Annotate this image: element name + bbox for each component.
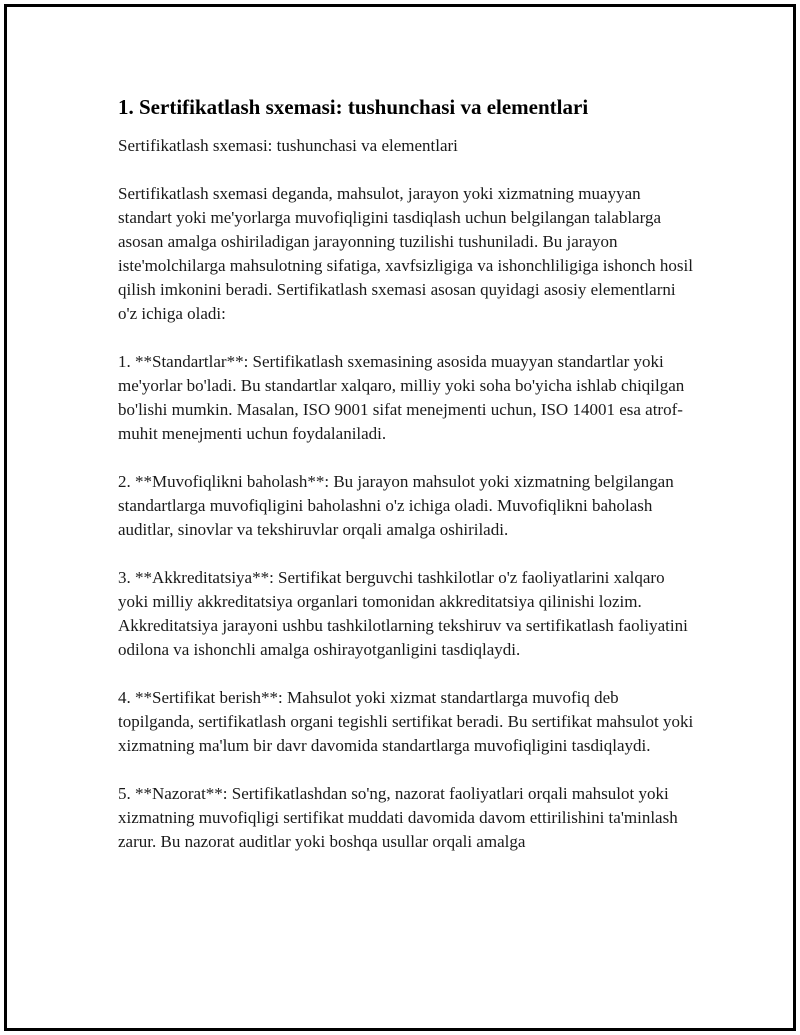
paragraph-certificate-issuance: 4. **Sertifikat berish**: Mahsulot yoki xizmat standartlarga muvofiq deb topilganda, sertifikatlash organi tegishli sertifikat beradi. Bu sertifikat mahsulot yoki xizmatning ma'lum bir davr davomida standartlarga muvofiqligini tasdiqlaydi. [118,688,694,755]
document-body [118,94,698,878]
paragraph-accreditation: 3. **Akkreditatsiya**: Sertifikat berguvchi tashkilotlar o'z faoliyatlarini xalqaro yoki milliy akkreditatsiya organlari tomonidan akkreditatsiya qilinishi lozim. Akkreditatsiya jarayoni ushbu tashkilotlarning tekshiruv va sertifikatlash faoliyatini odilona va ishonchli amalga oshirayotganligini tasdiqlaydi. [118,568,688,659]
paragraph-standards: 1. **Standartlar**: Sertifikatlash sxemasining asosida muayyan standartlar yoki me'yorlar bo'ladi. Bu standartlar xalqaro, milliy yoki soha bo'yicha ishlab chiqilgan bo'lishi mumkin. Masalan, ISO 9001 sifat menejmenti uchun, ISO 14001 esa atrof-muhit menejmenti uchun foydalaniladi. [118,352,685,443]
paragraph-conformity-assessment: 2. **Muvofiqlikni baholash**: Bu jarayon mahsulot yoki xizmatning belgilangan standartlarga muvofiqligini baholashni o'z ichiga oladi. Muvofiqlikni baholash auditlar, sinovlar va tekshiruvlar orqali amalga oshiriladi. [118,472,674,539]
section-subtitle: Sertifikatlash sxemasi: tushunchasi va elementlari [118,136,458,155]
paragraph-surveillance: 5. **Nazorat**: Sertifikatlashdan so'ng, nazorat faoliyatlari orqali mahsulot yoki xizmatning muvofiqligi sertifikat muddati davomida davom ettirilishini ta'minlash zarur. Bu nazorat auditlar yoki boshqa usullar orqali amalga [118,784,678,851]
paragraph-intro: Sertifikatlash sxemasi deganda, mahsulot, jarayon yoki xizmatning muayyan standart yoki me'yorlarga muvofiqligini tasdiqlash uchun belgilangan talablarga asosan amalga oshiriladigan jarayonning tuzilishi tushuniladi. Bu jarayon iste'molchilarga mahsulotning sifatiga, xavfsizligiga va ishonchliligiga ishonch hosil qilish imkonini beradi. Sertifikatlash sxemasi asosan quyidagi asosiy elementlarni o'z ichiga oladi: [118,184,693,323]
section-heading: 1. Sertifikatlash sxemasi: tushunchasi va elementlari [118,95,589,119]
